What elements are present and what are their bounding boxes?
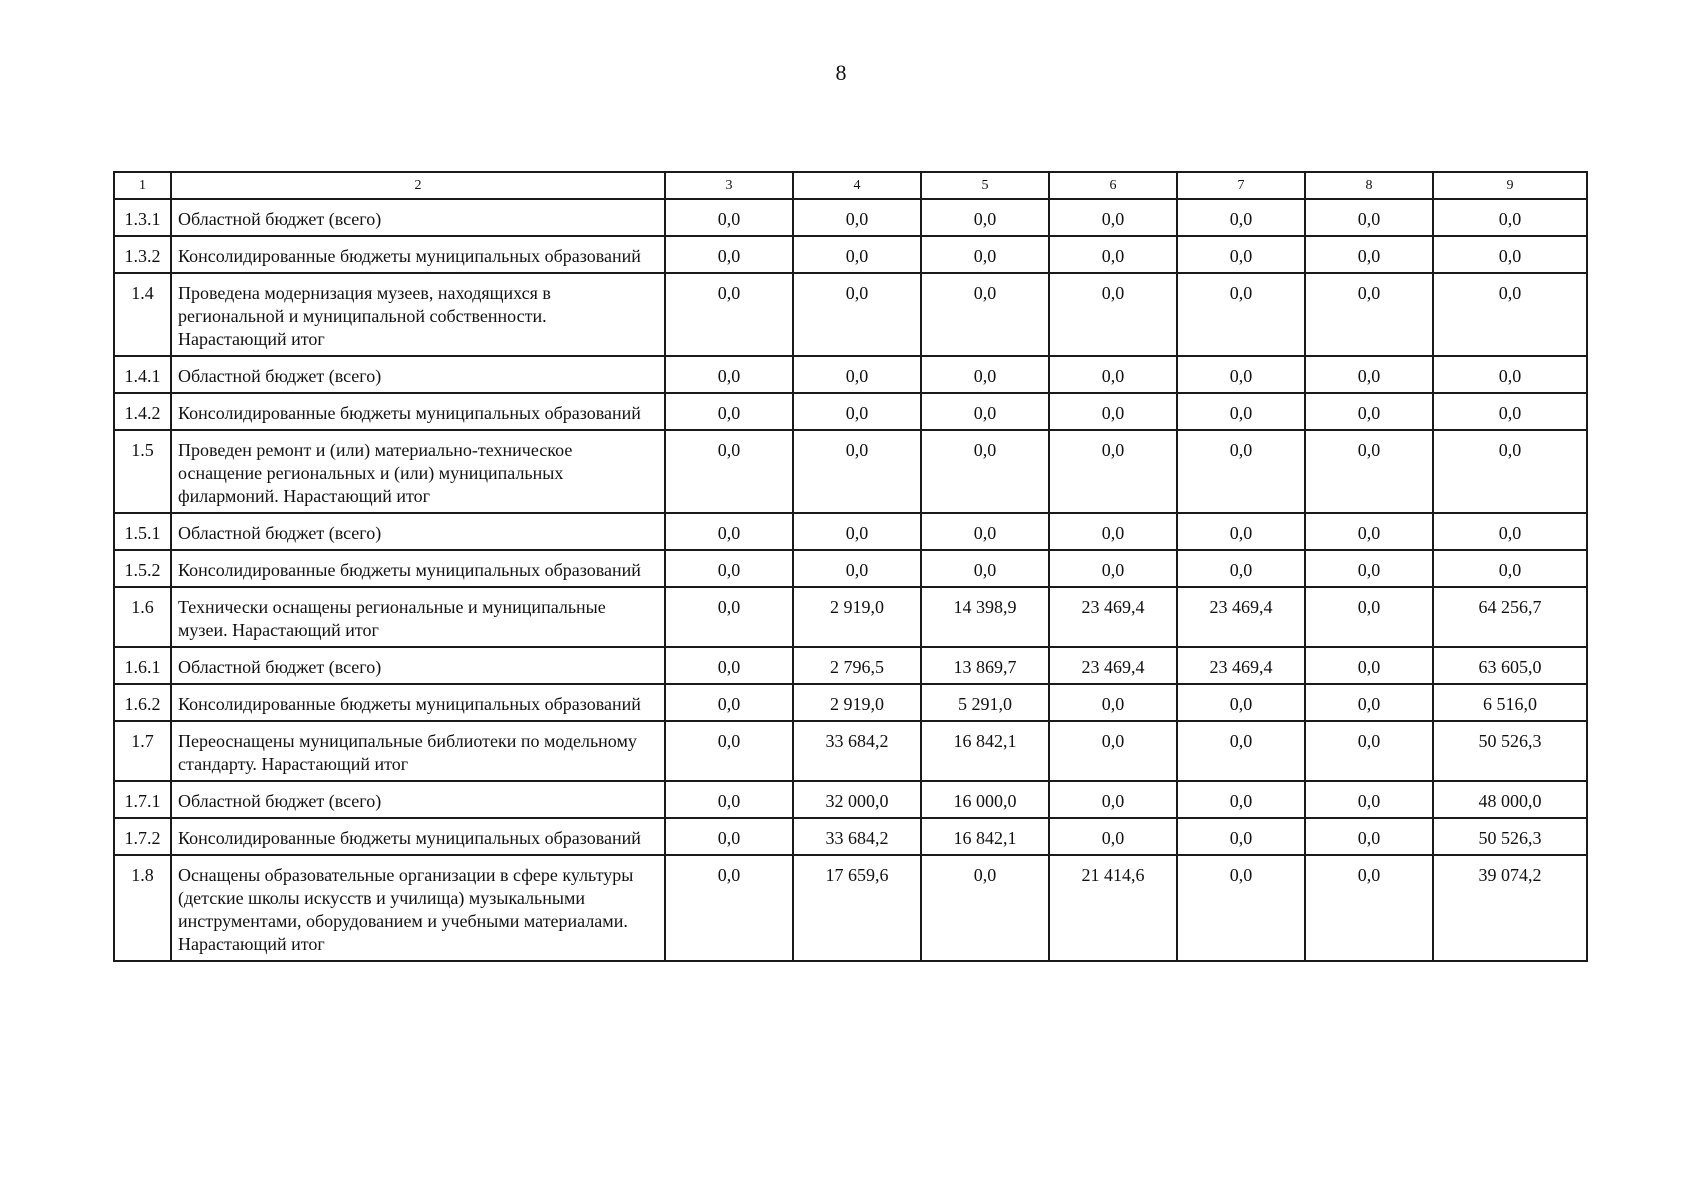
- value-cell-col-3: 0,0: [665, 393, 793, 430]
- column-header-9: 9: [1433, 172, 1587, 199]
- value-cell-col-3: 0,0: [665, 356, 793, 393]
- table-body: [114, 199, 1587, 961]
- value-cell-col-7: 23 469,4: [1177, 647, 1305, 684]
- row-number: 1.7.1: [114, 781, 171, 818]
- value-cell-col-9: 0,0: [1433, 513, 1587, 550]
- row-number: 1.8: [114, 855, 171, 961]
- value-cell-col-4: 2 919,0: [793, 684, 921, 721]
- row-description: Областной бюджет (всего): [171, 781, 665, 818]
- column-header-3: 3: [665, 172, 793, 199]
- value-cell-col-3: 0,0: [665, 781, 793, 818]
- value-cell-col-5: 0,0: [921, 550, 1049, 587]
- value-cell-col-6: 0,0: [1049, 684, 1177, 721]
- value-cell-col-5: 0,0: [921, 393, 1049, 430]
- value-cell-col-8: 0,0: [1305, 236, 1433, 273]
- value-cell-col-7: 0,0: [1177, 721, 1305, 781]
- value-cell-col-9: 0,0: [1433, 236, 1587, 273]
- column-header-8: 8: [1305, 172, 1433, 199]
- value-cell-col-4: 0,0: [793, 430, 921, 513]
- column-header-7: 7: [1177, 172, 1305, 199]
- value-cell-col-3: 0,0: [665, 647, 793, 684]
- value-cell-col-3: 0,0: [665, 273, 793, 356]
- value-cell-col-8: 0,0: [1305, 430, 1433, 513]
- table-row: [114, 513, 1587, 550]
- value-cell-col-4: 0,0: [793, 199, 921, 236]
- value-cell-col-9: 64 256,7: [1433, 587, 1587, 647]
- row-number: 1.5.2: [114, 550, 171, 587]
- value-cell-col-6: 0,0: [1049, 199, 1177, 236]
- value-cell-col-5: 0,0: [921, 273, 1049, 356]
- value-cell-col-3: 0,0: [665, 818, 793, 855]
- value-cell-col-6: 21 414,6: [1049, 855, 1177, 961]
- value-cell-col-4: 0,0: [793, 236, 921, 273]
- value-cell-col-3: 0,0: [665, 855, 793, 961]
- value-cell-col-7: 0,0: [1177, 855, 1305, 961]
- value-cell-col-6: 0,0: [1049, 513, 1177, 550]
- value-cell-col-4: 2 919,0: [793, 587, 921, 647]
- value-cell-col-8: 0,0: [1305, 684, 1433, 721]
- value-cell-col-9: 48 000,0: [1433, 781, 1587, 818]
- value-cell-col-8: 0,0: [1305, 550, 1433, 587]
- budget-table: [113, 171, 1588, 962]
- value-cell-col-4: 0,0: [793, 356, 921, 393]
- row-description: Консолидированные бюджеты муниципальных образований: [171, 550, 665, 587]
- value-cell-col-5: 16 842,1: [921, 721, 1049, 781]
- value-cell-col-6: 0,0: [1049, 430, 1177, 513]
- value-cell-col-8: 0,0: [1305, 199, 1433, 236]
- row-number: 1.7.2: [114, 818, 171, 855]
- row-number: 1.3.2: [114, 236, 171, 273]
- value-cell-col-9: 39 074,2: [1433, 855, 1587, 961]
- header-row: [114, 172, 1587, 199]
- value-cell-col-5: 5 291,0: [921, 684, 1049, 721]
- value-cell-col-5: 0,0: [921, 430, 1049, 513]
- value-cell-col-8: 0,0: [1305, 393, 1433, 430]
- row-description: Оснащены образовательные организации в сфере культуры (детские школы искусств и училища) музыкальными инструментами, оборудованием и учебными материалами. Нарастающий итог: [171, 855, 665, 961]
- value-cell-col-6: 0,0: [1049, 356, 1177, 393]
- value-cell-col-7: 0,0: [1177, 236, 1305, 273]
- value-cell-col-5: 0,0: [921, 199, 1049, 236]
- value-cell-col-5: 14 398,9: [921, 587, 1049, 647]
- value-cell-col-8: 0,0: [1305, 781, 1433, 818]
- value-cell-col-7: 0,0: [1177, 356, 1305, 393]
- value-cell-col-4: 0,0: [793, 513, 921, 550]
- row-number: 1.5: [114, 430, 171, 513]
- value-cell-col-9: 0,0: [1433, 393, 1587, 430]
- row-description: Технически оснащены региональные и муниципальные музеи. Нарастающий итог: [171, 587, 665, 647]
- value-cell-col-8: 0,0: [1305, 721, 1433, 781]
- column-header-1: 1: [114, 172, 171, 199]
- value-cell-col-7: 0,0: [1177, 393, 1305, 430]
- value-cell-col-7: 0,0: [1177, 430, 1305, 513]
- value-cell-col-9: 63 605,0: [1433, 647, 1587, 684]
- value-cell-col-9: 50 526,3: [1433, 721, 1587, 781]
- row-description: Переоснащены муниципальные библиотеки по модельному стандарту. Нарастающий итог: [171, 721, 665, 781]
- value-cell-col-5: 16 000,0: [921, 781, 1049, 818]
- table-row: [114, 587, 1587, 647]
- value-cell-col-8: 0,0: [1305, 855, 1433, 961]
- value-cell-col-4: 33 684,2: [793, 818, 921, 855]
- value-cell-col-6: 0,0: [1049, 550, 1177, 587]
- value-cell-col-3: 0,0: [665, 587, 793, 647]
- value-cell-col-3: 0,0: [665, 199, 793, 236]
- table-row: [114, 430, 1587, 513]
- table-row: [114, 781, 1587, 818]
- value-cell-col-3: 0,0: [665, 236, 793, 273]
- table-row: [114, 199, 1587, 236]
- value-cell-col-5: 13 869,7: [921, 647, 1049, 684]
- value-cell-col-9: 0,0: [1433, 550, 1587, 587]
- table-row: [114, 236, 1587, 273]
- value-cell-col-7: 0,0: [1177, 199, 1305, 236]
- value-cell-col-5: 0,0: [921, 236, 1049, 273]
- value-cell-col-4: 0,0: [793, 393, 921, 430]
- value-cell-col-8: 0,0: [1305, 356, 1433, 393]
- value-cell-col-6: 23 469,4: [1049, 587, 1177, 647]
- value-cell-col-9: 0,0: [1433, 199, 1587, 236]
- value-cell-col-9: 0,0: [1433, 430, 1587, 513]
- row-description: Консолидированные бюджеты муниципальных образований: [171, 236, 665, 273]
- row-description: Консолидированные бюджеты муниципальных образований: [171, 393, 665, 430]
- value-cell-col-6: 0,0: [1049, 721, 1177, 781]
- value-cell-col-3: 0,0: [665, 721, 793, 781]
- row-description: Областной бюджет (всего): [171, 513, 665, 550]
- value-cell-col-7: 0,0: [1177, 273, 1305, 356]
- value-cell-col-4: 2 796,5: [793, 647, 921, 684]
- value-cell-col-9: 50 526,3: [1433, 818, 1587, 855]
- value-cell-col-6: 0,0: [1049, 818, 1177, 855]
- value-cell-col-4: 0,0: [793, 273, 921, 356]
- value-cell-col-8: 0,0: [1305, 587, 1433, 647]
- table-row: [114, 721, 1587, 781]
- row-description: Областной бюджет (всего): [171, 199, 665, 236]
- value-cell-col-8: 0,0: [1305, 513, 1433, 550]
- value-cell-col-6: 0,0: [1049, 781, 1177, 818]
- row-description: Консолидированные бюджеты муниципальных образований: [171, 818, 665, 855]
- table-row: [114, 356, 1587, 393]
- row-number: 1.6.1: [114, 647, 171, 684]
- value-cell-col-5: 16 842,1: [921, 818, 1049, 855]
- value-cell-col-4: 0,0: [793, 550, 921, 587]
- row-description: Проведен ремонт и (или) материально-техническое оснащение региональных и (или) муниципальных филармоний. Нарастающий итог: [171, 430, 665, 513]
- table-row: [114, 818, 1587, 855]
- value-cell-col-5: 0,0: [921, 356, 1049, 393]
- value-cell-col-8: 0,0: [1305, 647, 1433, 684]
- table-row: [114, 684, 1587, 721]
- column-header-6: 6: [1049, 172, 1177, 199]
- table-row: [114, 273, 1587, 356]
- row-number: 1.4: [114, 273, 171, 356]
- column-header-4: 4: [793, 172, 921, 199]
- table-row: [114, 393, 1587, 430]
- value-cell-col-7: 23 469,4: [1177, 587, 1305, 647]
- column-header-5: 5: [921, 172, 1049, 199]
- value-cell-col-8: 0,0: [1305, 273, 1433, 356]
- value-cell-col-3: 0,0: [665, 430, 793, 513]
- row-description: Консолидированные бюджеты муниципальных образований: [171, 684, 665, 721]
- table-row: [114, 855, 1587, 961]
- value-cell-col-6: 0,0: [1049, 236, 1177, 273]
- value-cell-col-3: 0,0: [665, 550, 793, 587]
- row-number: 1.5.1: [114, 513, 171, 550]
- value-cell-col-4: 33 684,2: [793, 721, 921, 781]
- value-cell-col-6: 23 469,4: [1049, 647, 1177, 684]
- value-cell-col-3: 0,0: [665, 684, 793, 721]
- row-description: Областной бюджет (всего): [171, 356, 665, 393]
- value-cell-col-4: 32 000,0: [793, 781, 921, 818]
- value-cell-col-9: 6 516,0: [1433, 684, 1587, 721]
- row-description: Областной бюджет (всего): [171, 647, 665, 684]
- value-cell-col-7: 0,0: [1177, 781, 1305, 818]
- value-cell-col-6: 0,0: [1049, 273, 1177, 356]
- row-number: 1.4.2: [114, 393, 171, 430]
- value-cell-col-3: 0,0: [665, 513, 793, 550]
- value-cell-col-6: 0,0: [1049, 393, 1177, 430]
- row-number: 1.4.1: [114, 356, 171, 393]
- value-cell-col-7: 0,0: [1177, 550, 1305, 587]
- row-number: 1.6: [114, 587, 171, 647]
- row-number: 1.3.1: [114, 199, 171, 236]
- value-cell-col-7: 0,0: [1177, 513, 1305, 550]
- value-cell-col-5: 0,0: [921, 513, 1049, 550]
- row-description: Проведена модернизация музеев, находящихся в региональной и муниципальной собственности. Нарастающий итог: [171, 273, 665, 356]
- value-cell-col-8: 0,0: [1305, 818, 1433, 855]
- table-row: [114, 550, 1587, 587]
- value-cell-col-5: 0,0: [921, 855, 1049, 961]
- row-number: 1.6.2: [114, 684, 171, 721]
- value-cell-col-9: 0,0: [1433, 273, 1587, 356]
- value-cell-col-4: 17 659,6: [793, 855, 921, 961]
- column-header-2: 2: [171, 172, 665, 199]
- value-cell-col-9: 0,0: [1433, 356, 1587, 393]
- page-number: 8: [835, 60, 847, 85]
- row-number: 1.7: [114, 721, 171, 781]
- value-cell-col-7: 0,0: [1177, 684, 1305, 721]
- table-row: [114, 647, 1587, 684]
- value-cell-col-7: 0,0: [1177, 818, 1305, 855]
